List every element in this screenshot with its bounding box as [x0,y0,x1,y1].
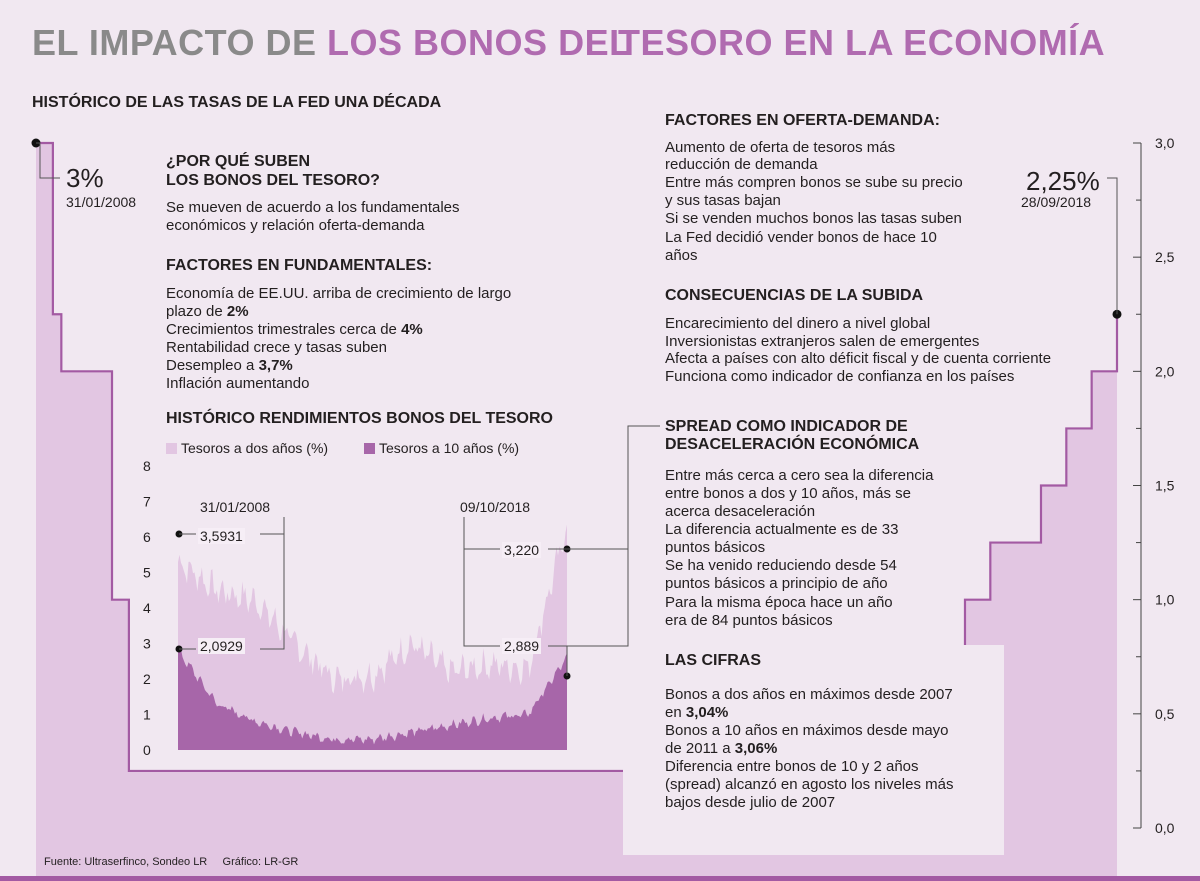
fed-axis-tick-label: 2,0 [1155,363,1175,380]
supply-line: Aumento de oferta de tesoros más [665,139,896,156]
spread-line: Entre más cerca a cero sea la diferencia [665,467,934,484]
fundamentals-line: Crecimientos trimestrales cerca de 4% [166,321,423,338]
spread-line: acerca desaceleración [665,503,816,520]
spread-line: puntos básicos [665,539,766,556]
consequences-line: Inversionistas extranjeros salen de emergentes [665,333,980,350]
bond-axis-tick-label: 7 [143,493,151,510]
fed-end-leader [1107,178,1117,314]
fed-rate-axis [1133,135,1175,836]
figures-line: de 2011 a 3,06% [665,740,778,757]
why-body-2: económicos y relación oferta-demanda [166,217,425,234]
page-title-continued: TESORO EN LA ECONOMÍA [618,22,1106,63]
legend-2y: Tesoros a dos años (%) [166,440,328,456]
fundamentals-line: Desempleo a 3,7% [166,357,293,374]
fed-axis-tick-label: 3,0 [1155,135,1175,151]
fed-axis-tick-label: 1,0 [1155,591,1175,608]
figures-heading: LAS CIFRAS [665,652,761,669]
bond-axis-tick-label: 2 [143,671,151,687]
bonds-chart-title: HISTÓRICO RENDIMIENTOS BONOS DEL TESORO [166,410,553,427]
figures-line: (spread) alcanzó en agosto los niveles más [665,776,954,793]
bottom-bar [0,876,1200,881]
figures-line: Bonos a dos años en máximos desde 2007 [665,686,953,703]
figures-line: Diferencia entre bonos de 10 y 2 años [665,758,919,775]
spread-line: La diferencia actualmente es de 33 [665,521,899,538]
spread-heading-1: SPREAD COMO INDICADOR DE [665,418,908,435]
spread-line: Se ha venido reduciendo desde 54 [665,557,897,574]
spread-heading-2: DESACELERACIÓN ECONÓMICA [665,436,920,453]
bonds-end-10y: 3,220 [504,542,540,558]
fed-end-value: 2,25% [1026,166,1100,196]
spread-line: Para la misma época hace un año [665,594,893,611]
fed-start-date: 31/01/2008 [66,194,137,210]
legend-swatch-2y [166,443,177,454]
spread-line: era de 84 puntos básicos [665,612,833,629]
bond-axis-tick-label: 6 [143,529,151,545]
why-heading-2: LOS BONOS DEL TESORO? [166,172,380,189]
bond-axis-tick-label: 3 [143,635,151,652]
consequences-line: Afecta a países con alto déficit fiscal y de cuenta corriente [665,350,1052,367]
spread-line: entre bonos a dos y 10 años, más se [665,485,911,502]
figures-line: bajos desde julio de 2007 [665,794,836,811]
bond-axis-tick-label: 1 [143,706,151,723]
bond-axis-tick-label: 5 [143,564,151,581]
fed-axis-tick-label: 1,5 [1155,477,1175,494]
supply-line: años [665,247,698,264]
supply-line: Si se venden muchos bonos las tasas suben [665,210,962,227]
consequences-heading: CONSECUENCIAS DE LA SUBIDA [665,287,924,304]
bond-end-date-leader-2 [464,549,500,646]
fed-chart-title: HISTÓRICO DE LAS TASAS DE LA FED UNA DÉCADA [32,94,442,111]
spread-line: puntos básicos a principio de año [665,575,888,592]
fundamentals-line: Rentabilidad crece y tasas suben [166,339,387,356]
consequences-line: Encarecimiento del dinero a nivel global [665,315,931,332]
supply-line: La Fed decidió vender bonos de hace 10 [665,229,937,246]
bonds-start-10y: 3,5931 [200,528,243,544]
fed-axis-tick-label: 0,5 [1155,705,1175,722]
fed-end-date: 28/09/2018 [1021,194,1092,210]
supply-line: reducción de demanda [665,156,818,173]
supply-line: Entre más compren bonos se sube su precio [665,174,963,191]
bond-axis-tick-label: 8 [143,458,151,474]
supply-heading: FACTORES EN OFERTA-DEMANDA: [665,112,940,129]
spread-bracket-top [567,426,660,582]
bonds-start-date: 31/01/2008 [200,499,271,515]
page-title: EL IMPACTO DE LOS BONOS DEL [32,22,632,63]
why-body-1: Se mueven de acuerdo a los fundamentales [166,199,460,216]
fundamentals-heading: FACTORES EN FUNDAMENTALES: [166,257,433,274]
bonds-end-2y: 2,889 [504,638,540,654]
bond-end-date-leader [464,517,500,549]
consequences-line: Funciona como indicador de confianza en los países [665,368,1015,385]
bond-yield-chart [143,426,660,758]
bond-start-date-leader [260,517,284,534]
fundamentals-line: Inflación aumentando [166,375,310,392]
why-heading-1: ¿POR QUÉ SUBEN [166,153,311,170]
fundamentals-line: plazo de 2% [166,303,249,320]
bonds-end-date: 09/10/2018 [460,499,531,515]
figures-line: en 3,04% [665,704,729,721]
legend-10y: Tesoros a 10 años (%) [364,440,519,456]
figures-line: Bonos a 10 años en máximos desde mayo [665,722,949,739]
fundamentals-line: Economía de EE.UU. arriba de crecimiento de largo [166,285,512,302]
bond-axis-tick-label: 4 [143,600,151,616]
bonds-start-2y: 2,0929 [200,638,243,654]
bond-axis-tick-label: 0 [143,742,151,758]
fed-axis-tick-label: 0,0 [1155,820,1175,836]
spread-bracket-bottom [567,582,628,646]
fed-axis-tick-label: 2,5 [1155,249,1175,266]
source-note: Fuente: Ultraserfinco, Sondeo LR Gráfico: LR-GR [44,856,299,868]
fed-start-value: 3% [66,163,104,193]
supply-line: y sus tasas bajan [665,192,781,209]
legend-swatch-10y [364,443,375,454]
